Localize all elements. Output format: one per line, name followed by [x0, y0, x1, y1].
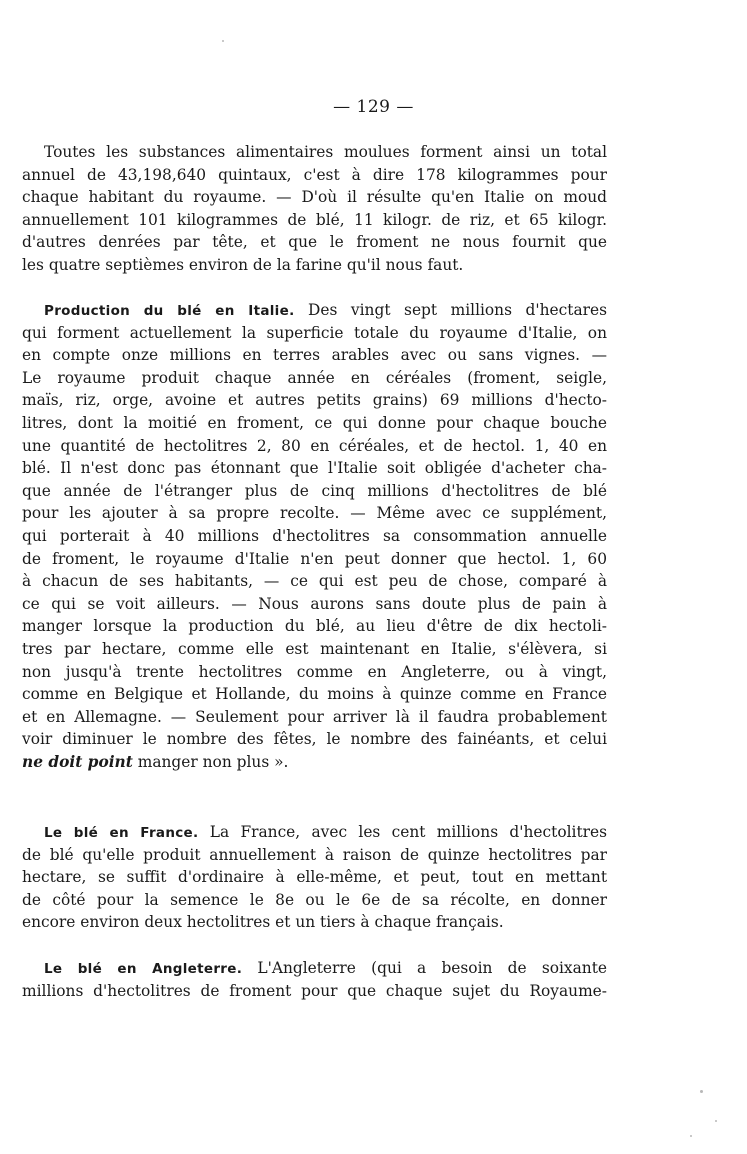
text-line: chaque habitant du royaume. — D'où il résulte qu'en Italie on moud	[22, 188, 607, 207]
paragraph-food-totals	[22, 141, 607, 277]
text-line: les quatre septièmes environ de la farine qu'il nous faut.	[22, 255, 464, 274]
text-line: et en Allemagne. — Seulement pour arriver là il faudra probablement	[22, 707, 607, 726]
page-number: — 129 —	[333, 97, 414, 117]
line-continuation: manger non plus ».	[132, 752, 289, 771]
text-line	[22, 751, 607, 774]
text-line: qui porterait à 40 millions d'hectolitres sa consommation annuelle	[22, 526, 607, 545]
text-line: encore environ deux hectolitres et un tiers à chaque français.	[22, 913, 504, 932]
text-line: hectare, se suffit d'ordinaire à elle-même, et peut, tout en mettant	[22, 868, 607, 887]
section-heading-england: Le blé en Angleterre.	[44, 961, 243, 977]
text-line: maïs, riz, orge, avoine et autres petits grains) 69 millions d'hecto-	[22, 391, 607, 410]
text-line: comme en Belgique et Hollande, du moins à quinze comme en France	[22, 685, 607, 704]
text-line: manger lorsque la production du blé, au lieu d'être de dix hectoli-	[22, 617, 607, 636]
text-line: de côté pour la semence le 8e ou le 6e de sa récolte, en donner	[22, 890, 607, 909]
text-line: à chacun de ses habitants, — ce qui est peu de chose, comparé à	[22, 572, 607, 591]
scan-speck	[715, 1120, 717, 1122]
text-line: litres, dont la moitié en froment, ce qui donne pour chaque bouche	[22, 413, 607, 432]
paragraph-england	[22, 957, 607, 1002]
text-line: blé. Il n'est donc pas étonnant que l'Italie soit obligée d'acheter cha-	[22, 459, 607, 478]
heading-continuation: La France, avec les cent millions d'hectolitres	[198, 823, 607, 841]
text-line: annuellement 101 kilogrammes de blé, 11 kilogr. de riz, et 65 kilogr.	[22, 210, 607, 229]
scan-speck	[222, 40, 224, 42]
text-line: annuel de 43,198,640 quintaux, c'est à dire 178 kilogrammes pour	[22, 165, 607, 184]
paragraph-italy-production	[22, 299, 607, 773]
text-line	[22, 299, 607, 322]
text-line: ce qui se voit ailleurs. — Nous aurons sans doute plus de pain à	[22, 594, 607, 613]
text-line: une quantité de hectolitres 2, 80 en céréales, et de hectol. 1, 40 en	[22, 436, 607, 455]
text-line: voir diminuer le nombre des fêtes, le nombre des fainéants, et celui	[22, 730, 607, 749]
scan-speck	[700, 1090, 703, 1093]
section-heading-italy: Production du blé en Italie.	[44, 303, 295, 319]
scan-speck	[690, 1135, 692, 1137]
italic-phrase: ne doit point	[22, 752, 133, 771]
text-line	[22, 957, 607, 980]
text-line: de froment, le royaume d'Italie n'en peut donner que hectol. 1, 60	[22, 549, 607, 568]
heading-continuation: Des vingt sept millions d'hectares	[294, 301, 607, 319]
text-line	[22, 821, 607, 844]
text-line: tres par hectare, comme elle est maintenant en Italie, s'élèvera, si	[22, 639, 607, 658]
text-line: que année de l'étranger plus de cinq millions d'hectolitres de blé	[22, 481, 607, 500]
text-line: d'autres denrées par tête, et que le froment ne nous fournit que	[22, 233, 607, 252]
text-line: Toutes les substances alimentaires moulues forment ainsi un total	[44, 143, 607, 161]
heading-continuation: L'Angleterre (qui a besoin de soixante	[242, 959, 607, 977]
section-heading-france: Le blé en France.	[44, 825, 199, 841]
paragraph-france	[22, 821, 607, 934]
text-line: millions d'hectolitres de froment pour que chaque sujet du Royaume-	[22, 981, 607, 1000]
text-line: en compte onze millions en terres arables avec ou sans vignes. —	[22, 346, 607, 365]
text-line: non jusqu'à trente hectolitres comme en Angleterre, ou à vingt,	[22, 662, 607, 681]
text-line: qui forment actuellement la superficie totale du royaume d'Italie, on	[22, 323, 607, 342]
text-line: Le royaume produit chaque année en céréales (froment, seigle,	[22, 368, 607, 387]
text-line: pour les ajouter à sa propre recolte. — Même avec ce supplément,	[22, 504, 607, 523]
text-line: de blé qu'elle produit annuellement à raison de quinze hectolitres par	[22, 845, 607, 864]
